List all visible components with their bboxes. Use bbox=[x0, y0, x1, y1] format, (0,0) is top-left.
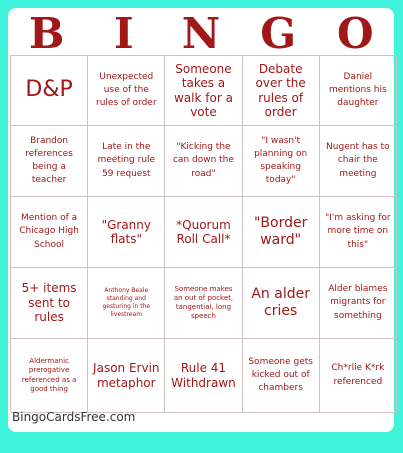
header-letter-b: B bbox=[28, 9, 65, 58]
bingo-card bbox=[8, 8, 394, 432]
bingo-cell[interactable]: "Kicking the can down the road" bbox=[165, 126, 242, 197]
bingo-cell[interactable]: Aldermanic prerogative referenced as a good thing bbox=[11, 339, 88, 413]
bingo-grid bbox=[10, 55, 396, 412]
bingo-cell[interactable]: Unexpected use of the rules of order bbox=[88, 56, 165, 126]
bingo-cell[interactable]: "I wasn't planning on speaking today" bbox=[243, 126, 320, 197]
bingo-cell[interactable]: Anthony Beale standing and gesturing in the livestream bbox=[88, 268, 165, 339]
bingo-cell[interactable]: Someone gets kicked out of chambers bbox=[243, 339, 320, 413]
header-letter-o: O bbox=[337, 9, 374, 58]
bingo-cell[interactable]: Mention of a Chicago High School bbox=[11, 197, 88, 268]
header-letter-i: I bbox=[113, 9, 134, 58]
site-brand: BingoCardsFree.com bbox=[12, 410, 136, 424]
bingo-cell[interactable]: "Granny flats" bbox=[88, 197, 165, 268]
bingo-cell[interactable]: Ch*rlie K*rk referenced bbox=[320, 339, 397, 413]
bingo-cell[interactable]: 5+ items sent to rules bbox=[11, 268, 88, 339]
bingo-cell[interactable]: Rule 41 Withdrawn bbox=[165, 339, 242, 413]
header-letter-g: G bbox=[260, 9, 297, 58]
bingo-cell[interactable]: Daniel mentions his daughter bbox=[320, 56, 397, 126]
bingo-cell[interactable]: Someone makes an out of pocket, tangential, long speech bbox=[165, 268, 242, 339]
bingo-cell[interactable]: *Quorum Roll Call* bbox=[165, 197, 242, 268]
bingo-cell[interactable]: Jason Ervin metaphor bbox=[88, 339, 165, 413]
header-letter-n: N bbox=[181, 9, 221, 58]
bingo-cell[interactable]: Nugent has to chair the meeting bbox=[320, 126, 397, 197]
bingo-cell[interactable]: "Border ward" bbox=[243, 197, 320, 268]
bingo-cell[interactable]: Alder blames migrants for something bbox=[320, 268, 397, 339]
bingo-cell[interactable]: D&P bbox=[11, 56, 88, 126]
bingo-cell[interactable]: Late in the meeting rule 59 request bbox=[88, 126, 165, 197]
bingo-cell[interactable]: Debate over the rules of order bbox=[243, 56, 320, 126]
bingo-cell[interactable]: An alder cries bbox=[243, 268, 320, 339]
bingo-cell[interactable]: Brandon references being a teacher bbox=[11, 126, 88, 197]
bingo-cell[interactable]: "I'm asking for more time on this" bbox=[320, 197, 397, 268]
bingo-cell[interactable]: Someone takes a walk for a vote bbox=[165, 56, 242, 126]
bingo-header bbox=[8, 9, 394, 58]
